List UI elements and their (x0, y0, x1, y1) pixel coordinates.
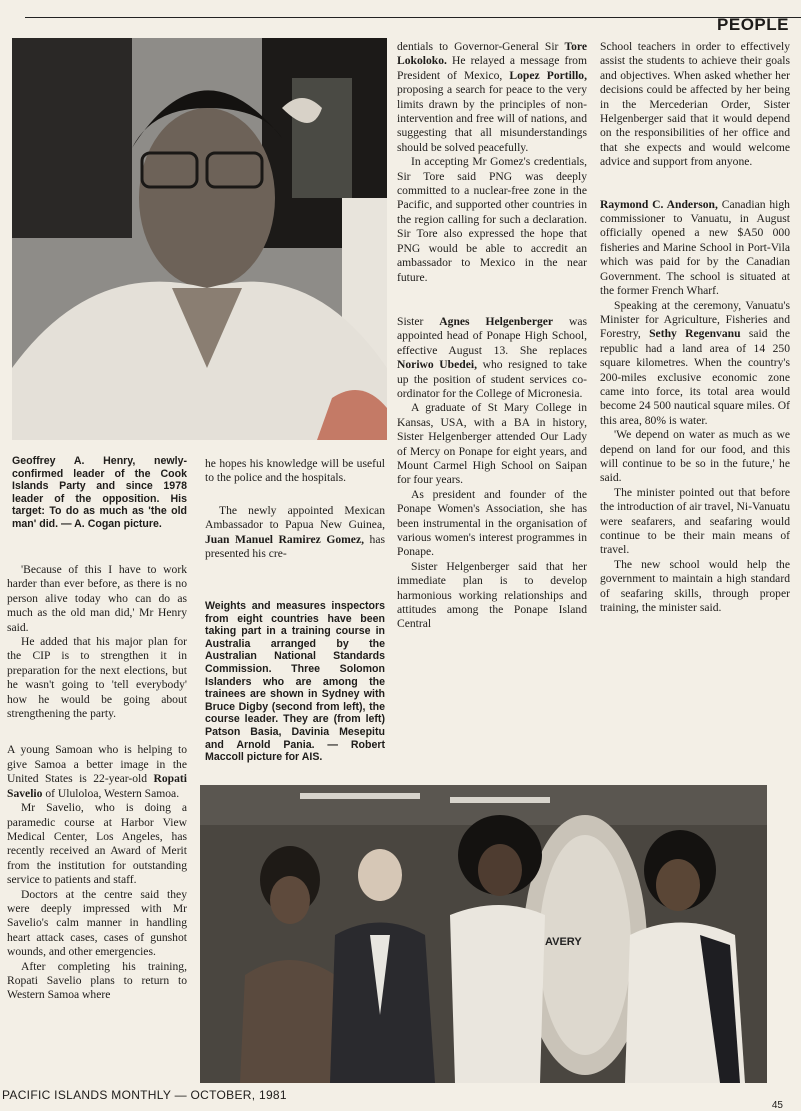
column-4 (600, 40, 790, 615)
column-2 (205, 457, 385, 561)
col4-para-3: Speaking at the ceremony, Vanuatu's Minister for Agriculture, Fisheries and Forestry, Sethy Regenvanu said the republic had a land area of 14 250 square kilometres. When the country's 200-miles exclusive economic zone came into force, its total area would become 24 500 nautical square miles. Of this area, 80% is water. (600, 298, 791, 427)
name-agnes-helgenberger: Agnes Helgenberger (439, 314, 554, 328)
portrait-photo-image (12, 38, 387, 440)
col4-para-4: 'We depend on water as much as we depend on land for our food, and this will continue to be so in the future,' he said. (600, 428, 790, 485)
col3-para-6: Sister Helgenberger said that her immediate plan is to develop harmonious working relationships and attitudes among the Ponape Island Central (397, 559, 587, 631)
top-rule (25, 17, 801, 18)
col3-para-5: As president and founder of the Ponape Women's Association, she has been instrumental in the organisation of various women's interest programmes in Ponape. (397, 487, 587, 559)
page-number: 45 (771, 1100, 783, 1111)
name-tore-lokoloko: Tore Lokoloko. (397, 40, 587, 68)
col1-para-6: After completing his training, Ropati Savelio plans to return to Western Samoa where (7, 959, 187, 1002)
col3-para-1: dentials to Governor-General Sir Tore Lokoloko. He relayed a message from President of Mexico, Lopez Portillo, proposing a search for peace to the very limits drawn by the principles of non-intervention and free will of nations, and suggesting that all misunderstandings should be solved peacefully. (397, 40, 587, 154)
section-heading: PEOPLE (717, 15, 789, 34)
col3-para-4: A graduate of St Mary College in Kansas, USA, with a BA in history, Sister Helgenberger attended Our Lady of Mercy on Ponape for eight years, and Mount Carmel High School on Saipan for four years. (397, 401, 587, 487)
name-noriwo-ubedei: Noriwo Ubedei, (397, 358, 477, 372)
name-sethy-regenvanu: Sethy Regenvanu (649, 327, 741, 341)
col2-para-2: The newly appointed Mexican Ambassador to Papua New Guinea, Juan Manuel Ramirez Gomez, has presented his cre- (205, 503, 385, 561)
name-juan-manuel-ramirez-gomez: Juan Manuel Ramirez Gomez, (205, 532, 365, 546)
training-caption: Weights and measures inspectors from eight countries have been taking part in a training course in Australia arranged by the Australian National Standards Commission. Three Solomon Islanders who are among the trainees are shown in Sydney with Bruce Digby (second from left), the course leader. They are (from left) Patson Basia, Davinia Mesepitu and Arnold Pania. — Robert Maccoll picture for AIS. (205, 600, 385, 764)
col1-para-5: Doctors at the centre said they were deeply impressed with Mr Savelio's calm manner in handling heart attack cases, cases of gunshot wounds, and other emergencies. (7, 887, 187, 959)
name-ropati-savelio: Ropati Savelio (7, 772, 187, 800)
col4-para-6: The new school would help the government to maintain a high standard of seafaring skills, through proper training, the minister said. (600, 557, 790, 615)
portrait-photo (12, 38, 387, 440)
col4-para-2: Raymond C. Anderson, Canadian high commissioner to Vanuatu, in August officially opened a new $A50 000 fisheries and Marine School in Port-Vila which was paid for by the Canadian Government. The school is situated at the former French Wharf. (600, 197, 790, 298)
col3-para-3: Sister Agnes Helgenberger was appointed head of Ponape High School, effective August 13. She replaces Noriwo Ubedei, who resigned to take up the position of student services co-ordinator for the College of Micronesia. (397, 314, 587, 400)
group-photo-image (200, 785, 767, 1083)
portrait-caption: Geoffrey A. Henry, newly-confirmed leader of the Cook Islands Party and since 1978 leader of the opposition. His target: To do as much as 'the old man' did. — A. Cogan picture. (12, 455, 187, 530)
page-footer: PACIFIC ISLANDS MONTHLY — OCTOBER, 1981 (2, 1088, 287, 1102)
col1-para-3: A young Samoan who is helping to give Samoa a better image in the United States is 22-year-old Ropati Savelio of Ululoloa, Western Samoa. (7, 743, 187, 800)
col1-para-2: He added that his major plan for the CIP is to strengthen it in preparation for the next elections, but he wasn't going to 'tell everybody' how he would be going about strengthening the party. (7, 635, 187, 721)
name-raymond-anderson: Raymond C. Anderson, (600, 197, 718, 211)
col4-para-5: The minister pointed out that before the introduction of air travel, Ni-Vanuatu were seafarers, and seafaring would continue to be their main means of travel. (600, 485, 790, 557)
group-photo (200, 785, 767, 1083)
col3-para-2: In accepting Mr Gomez's credentials, Sir Tore said PNG was deeply committed to a nuclear-free zone in the Pacific, and supported other countries in the region calling for such a declaration. Sir Tore also expressed the hope that PNG would be able to accredit an ambassador to Mexico in the near future. (397, 155, 587, 284)
column-3 (397, 40, 587, 632)
col4-para-1: School teachers in order to effectively assist the students to achieve their goals and objectives. When asked whether her decisions could be affected by her being in the Mercederian Order, Sister Helgenberger said that it would depend on the responsibilities of her office and that she expects and would welcome advice and support from anyone. (600, 40, 790, 169)
scale-brand-text: AVERY (545, 936, 582, 948)
name-lopez-portillo: Lopez Portillo, (509, 68, 587, 82)
col1-para-1: 'Because of this I have to work harder than ever before, as there is no person alive today who can do as much as the old man did,' Mr Henry said. (7, 563, 187, 634)
col1-para-4: Mr Savelio, who is doing a paramedic course at Harbor View Medical Center, Los Angeles, has recently received an Award of Merit from the institution for outstanding service to patients and staff. (7, 801, 187, 887)
col2-para-1: he hopes his knowledge will be useful to the police and the hospitals. (205, 457, 385, 485)
column-1 (7, 563, 187, 1003)
